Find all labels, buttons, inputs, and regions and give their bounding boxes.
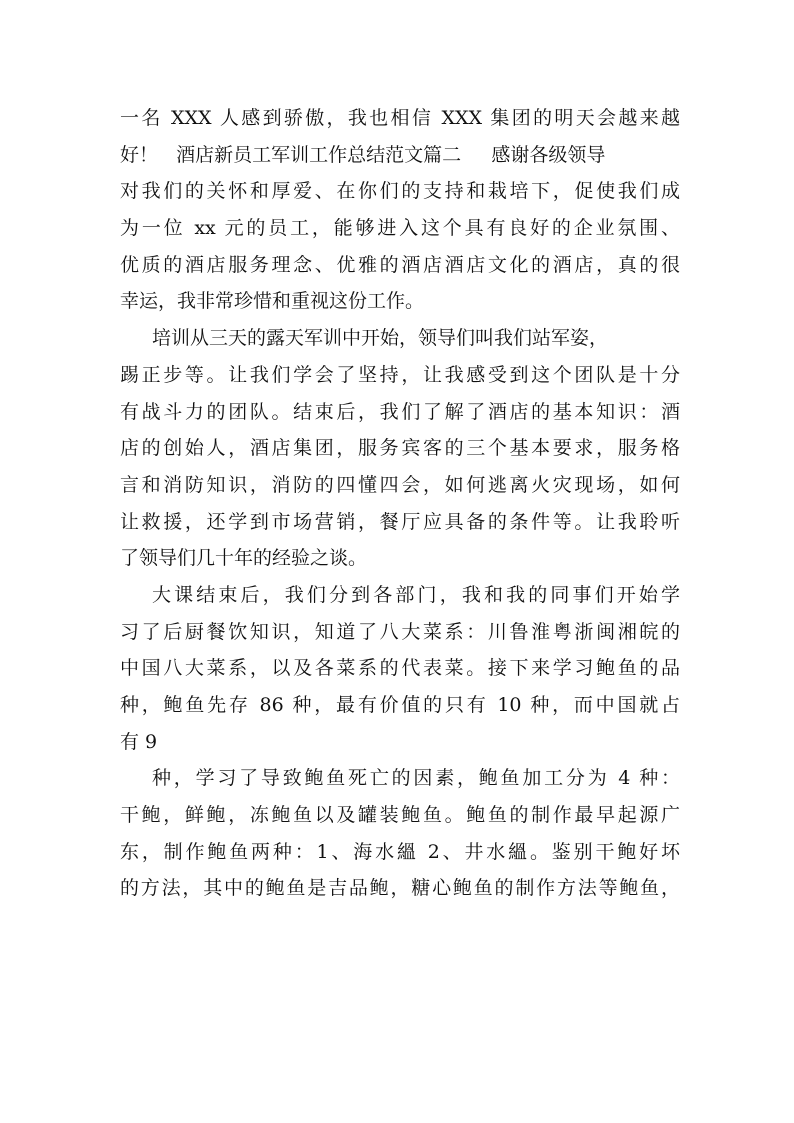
text-line: 种，学习了导致鲍鱼死亡的因素，鲍鱼加工分为 4 种： <box>152 767 680 790</box>
text-line: 大课结束后，我们分到各部门，我和我的同事们开始学 <box>152 583 680 606</box>
text-line: 对我们的关怀和厚爱、在你们的支持和栽培下，促使我们成 <box>120 180 680 203</box>
text-line: 的方法，其中的鲍鱼是吉品鲍，糖心鲍鱼的制作方法等鲍鱼， <box>120 877 680 900</box>
text-line: 踢正步等。让我们学会了坚持，让我感受到这个团队是十分 <box>120 363 680 386</box>
text-line: 干鲍，鲜鲍，冻鲍鱼以及罐装鲍鱼。鲍鱼的制作最早起源广 <box>120 804 680 827</box>
text-line: 让救援，还学到市场营销，餐厅应具备的条件等。让我聆听 <box>120 510 680 533</box>
text-line: 优质的酒店服务理念、优雅的酒店酒店文化的酒店，真的很 <box>120 253 680 276</box>
body-text <box>120 100 680 907</box>
text-line: 培训从三天的露天军训中开始，领导们叫我们站军姿， <box>152 327 609 350</box>
text-line: 有战斗力的团队。结束后，我们了解了酒店的基本知识：酒 <box>120 400 680 423</box>
text-line: 一名 XXX 人感到骄傲，我也相信 XXX 集团的明天会越来越 <box>120 107 680 129</box>
text-line: 有 9 <box>120 730 158 753</box>
text-line: 中国八大菜系，以及各菜系的代表菜。接下来学习鲍鱼的品 <box>120 657 680 680</box>
text-line: 好！ 酒店新员工军训工作总结范文篇二 感谢各级领导 <box>120 143 606 166</box>
text-line: 幸运，我非常珍惜和重视这份工作。 <box>120 290 425 313</box>
text-line: 言和消防知识，消防的四懂四会，如何逃离火灾现场，如何 <box>120 473 680 496</box>
text-line: 种，鲍鱼先存 86 种，最有价值的只有 10 种，而中国就占 <box>120 694 680 716</box>
text-line: 东，制作鲍鱼两种：1、海水縕 2、井水縕。鉴别干鲍好坏 <box>120 840 680 863</box>
text-line: 为一位 xx 元的员工，能够进入这个具有良好的企业氛围、 <box>120 217 680 240</box>
text-line: 习了后厨餐饮知识，知道了八大菜系：川鲁淮粤浙闽湘皖的 <box>120 620 680 643</box>
text-line: 了领导们几十年的经验之谈。 <box>120 547 368 570</box>
text-line: 店的创始人，酒店集团，服务宾客的三个基本要求，服务格 <box>120 437 680 460</box>
